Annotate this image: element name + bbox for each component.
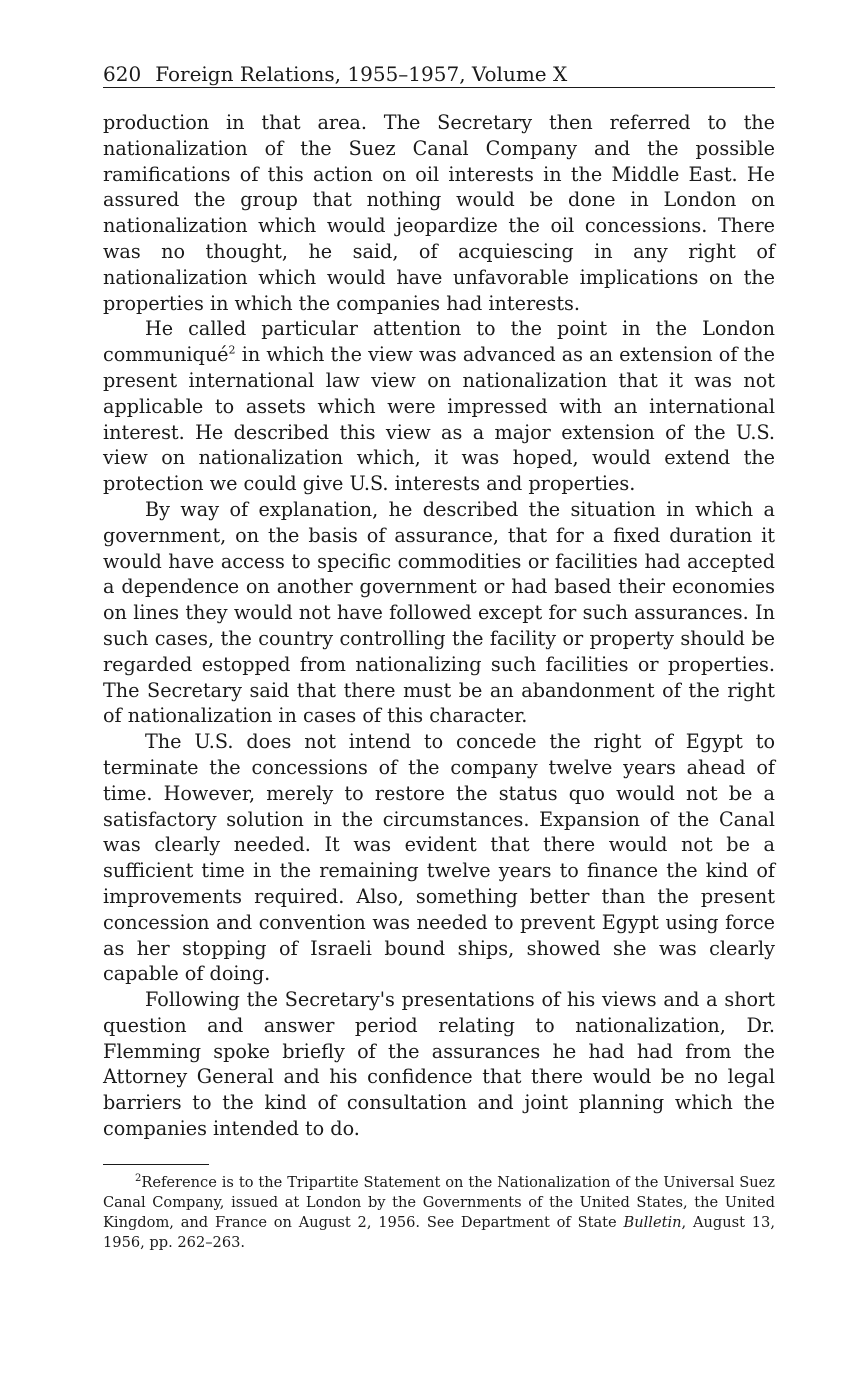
footnote-reference[interactable]: 2 (228, 343, 236, 357)
paragraph-text: production in that area. The Secretary then referred to the nationalization of the Suez Canal Company and the possible ramifications of this action on oil interests in the Middle East. He assured the group that nothing would be done in London on nationalization which would jeopardize the oil concessions. There was no thought, he said, of acquiescing in any right of nationalization which would have unfavorable implications on the properties in which the companies had interests. (103, 111, 775, 315)
running-header (103, 62, 775, 88)
footnote-divider (103, 1164, 209, 1165)
document-page (103, 62, 775, 1253)
footnote-text-continued: , August 13, 1956, pp. 262–263. (103, 1213, 775, 1251)
paragraph-5 (103, 987, 775, 1142)
footnote-mark: 2 (135, 1173, 142, 1185)
paragraph-4 (103, 729, 775, 987)
paragraph-text: The U.S. does not intend to concede the right of Egypt to terminate the concessions of the company twelve years ahead of time. However, merely to restore the status quo would not be a satisfactory solution in the circumstances. Expansion of the Canal was clearly needed. It was evident that there would not be a sufficient time in the remaining twelve years to finance the kind of improvements required. Also, something better than the present concession and convention was needed to prevent Egypt using force as her stopping of Israeli bound ships, showed she was clearly capable of doing. (103, 730, 775, 986)
paragraph-3 (103, 497, 775, 729)
paragraph-text: Following the Secretary's presentations of his views and a short question and answer period relating to nationalization, Dr. Flemming spoke briefly of the assurances he had had from the Attorney General and his confidence that there would be no legal barriers to the kind of consultation and joint planning which the companies intended to do. (103, 988, 775, 1141)
body-text (103, 110, 775, 1142)
paragraph-text: He called particular attention to the point in the London communiqué (103, 317, 775, 367)
paragraph-2 (103, 316, 775, 497)
running-title: Foreign Relations, 1955–1957, Volume X (155, 62, 568, 86)
paragraph-1 (103, 110, 775, 316)
footnote-2 (103, 1173, 775, 1253)
paragraph-text: By way of explanation, he described the situation in which a government, on the basis of assurance, that for a fixed duration it would have access to specific commodities or facilities had accepted a dependence on another government or had based their economies on lines they would not have followed except for such assurances. In such cases, the country controlling the facility or property should be regarded estopped from nationalizing such facilities or properties. The Secretary said that there must be an abandonment of the right of nationalization in cases of this character. (103, 497, 775, 728)
paragraph-text-continued: in which the view was advanced as an extension of the present international law view on nationalization that it was not applicable to assets which were impressed with an international interest. He described this view as a major extension of the U.S. view on nationalization which, it was hoped, would extend the protection we could give U.S. interests and properties. (103, 343, 775, 496)
footnote-text: Reference is to the Tripartite Statement on the Nationalization of the Universal Suez Canal Company, issued at London by the Governments of the United States, the United Kingdom, and France on August 2, 1956. See Department of State (103, 1173, 775, 1231)
page-number: 620 (103, 62, 142, 86)
footnote-publication-title: Bulletin (623, 1213, 682, 1231)
